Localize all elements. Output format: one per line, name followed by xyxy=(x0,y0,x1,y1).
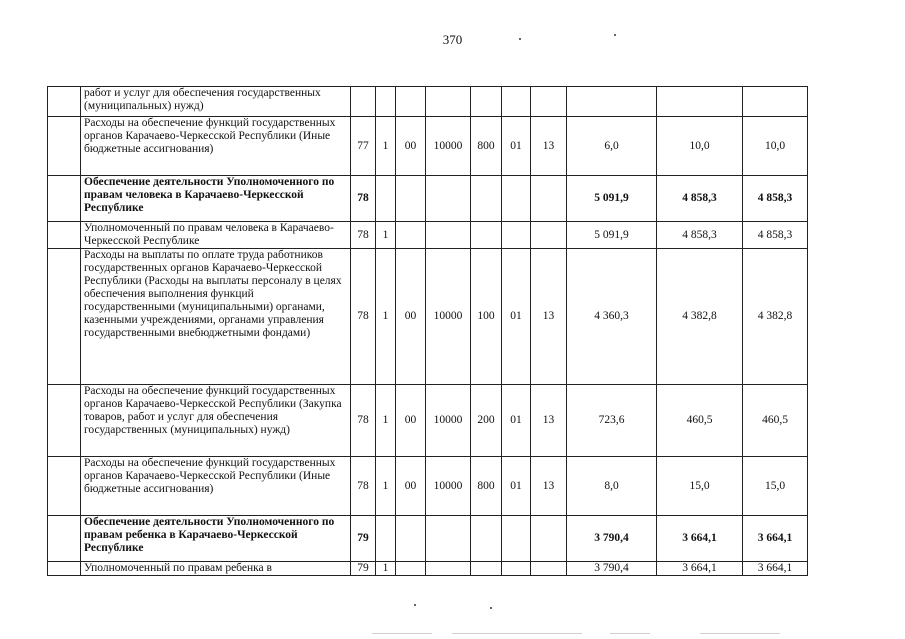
cell-k2 xyxy=(531,562,567,576)
cell-ved: 78 xyxy=(351,249,376,385)
cell-sub: 00 xyxy=(396,457,426,516)
cell-y3: 15,0 xyxy=(743,457,808,516)
row-margin-cell xyxy=(48,87,81,117)
cell-csr xyxy=(426,87,471,117)
cell-k1 xyxy=(502,176,531,222)
cell-vr: 800 xyxy=(471,457,502,516)
expense-name: Расходы на обеспечение функций государственных органов Карачаево-Черкесской Республики (Закупка товаров, работ и услуг для обеспечения государственных (муниципальных) нужд) xyxy=(81,385,351,457)
cell-y3: 10,0 xyxy=(743,117,808,176)
expense-name: работ и услуг для обеспечения государственных (муниципальных) нужд) xyxy=(81,87,351,117)
cell-vr xyxy=(471,562,502,576)
scan-speck xyxy=(490,607,492,609)
cell-y1: 8,0 xyxy=(567,457,657,516)
cell-k2: 13 xyxy=(531,385,567,457)
scan-speck xyxy=(614,34,616,36)
cell-sub xyxy=(396,562,426,576)
footer-rule xyxy=(700,633,780,634)
row-margin-cell xyxy=(48,385,81,457)
cell-sec xyxy=(376,87,396,117)
cell-sec: 1 xyxy=(376,562,396,576)
cell-vr xyxy=(471,516,502,562)
footer-rule xyxy=(610,633,650,634)
page-number: 370 xyxy=(442,32,463,47)
cell-y3: 3 664,1 xyxy=(743,516,808,562)
cell-ved: 78 xyxy=(351,176,376,222)
cell-ved: 78 xyxy=(351,385,376,457)
cell-csr xyxy=(426,222,471,249)
cell-vr: 100 xyxy=(471,249,502,385)
row-margin-cell xyxy=(48,516,81,562)
cell-sec: 1 xyxy=(376,385,396,457)
cell-vr xyxy=(471,222,502,249)
cell-k1: 01 xyxy=(502,249,531,385)
cell-y1: 3 790,4 xyxy=(567,516,657,562)
cell-sec xyxy=(376,176,396,222)
cell-vr xyxy=(471,87,502,117)
cell-y2: 4 858,3 xyxy=(657,222,743,249)
table-row xyxy=(48,222,808,249)
cell-y2: 3 664,1 xyxy=(657,516,743,562)
cell-vr: 200 xyxy=(471,385,502,457)
cell-y1 xyxy=(567,87,657,117)
cell-ved: 77 xyxy=(351,117,376,176)
row-margin-cell xyxy=(48,117,81,176)
cell-k2: 13 xyxy=(531,249,567,385)
cell-y2: 15,0 xyxy=(657,457,743,516)
cell-k2: 13 xyxy=(531,117,567,176)
expense-name: Обеспечение деятельности Уполномоченного по правам ребенка в Карачаево-Черкесской Республике xyxy=(81,516,351,562)
row-margin-cell xyxy=(48,176,81,222)
cell-csr: 10000 xyxy=(426,249,471,385)
cell-k1: 01 xyxy=(502,117,531,176)
cell-sec: 1 xyxy=(376,117,396,176)
table-row xyxy=(48,87,808,117)
table-row xyxy=(48,457,808,516)
cell-sec: 1 xyxy=(376,457,396,516)
cell-ved: 78 xyxy=(351,222,376,249)
footer-rule xyxy=(452,633,582,634)
cell-sub xyxy=(396,516,426,562)
cell-y2 xyxy=(657,87,743,117)
cell-y2: 3 664,1 xyxy=(657,562,743,576)
table-row xyxy=(48,385,808,457)
cell-y3: 460,5 xyxy=(743,385,808,457)
cell-sub xyxy=(396,176,426,222)
cell-csr xyxy=(426,176,471,222)
cell-y2: 10,0 xyxy=(657,117,743,176)
expense-name: Обеспечение деятельности Уполномоченного по правам человека в Карачаево-Черкесской Республике xyxy=(81,176,351,222)
row-margin-cell xyxy=(48,562,81,576)
cell-k1: 01 xyxy=(502,457,531,516)
cell-csr xyxy=(426,562,471,576)
cell-y1: 5 091,9 xyxy=(567,176,657,222)
cell-sub: 00 xyxy=(396,117,426,176)
table-row xyxy=(48,176,808,222)
cell-y2: 4 382,8 xyxy=(657,249,743,385)
cell-k1 xyxy=(502,562,531,576)
cell-csr: 10000 xyxy=(426,117,471,176)
cell-y1: 723,6 xyxy=(567,385,657,457)
cell-y3: 3 664,1 xyxy=(743,562,808,576)
cell-csr xyxy=(426,516,471,562)
cell-vr: 800 xyxy=(471,117,502,176)
scan-speck xyxy=(519,38,521,40)
cell-k2 xyxy=(531,516,567,562)
cell-k1 xyxy=(502,516,531,562)
cell-sub: 00 xyxy=(396,385,426,457)
expense-name: Уполномоченный по правам ребенка в xyxy=(81,562,351,576)
table-row xyxy=(48,117,808,176)
expense-name: Уполномоченный по правам человека в Карачаево-Черкесской Республике xyxy=(81,222,351,249)
cell-k1: 01 xyxy=(502,385,531,457)
cell-sec: 1 xyxy=(376,222,396,249)
row-margin-cell xyxy=(48,249,81,385)
cell-sec: 1 xyxy=(376,249,396,385)
budget-table xyxy=(47,86,808,576)
row-margin-cell xyxy=(48,222,81,249)
table-body xyxy=(48,87,808,576)
table-row xyxy=(48,249,808,385)
cell-sub xyxy=(396,87,426,117)
cell-y1: 5 091,9 xyxy=(567,222,657,249)
cell-y1: 6,0 xyxy=(567,117,657,176)
cell-ved: 78 xyxy=(351,457,376,516)
cell-k1 xyxy=(502,87,531,117)
cell-vr xyxy=(471,176,502,222)
cell-sub xyxy=(396,222,426,249)
cell-ved xyxy=(351,87,376,117)
cell-csr: 10000 xyxy=(426,385,471,457)
cell-sub: 00 xyxy=(396,249,426,385)
cell-y2: 460,5 xyxy=(657,385,743,457)
row-margin-cell xyxy=(48,457,81,516)
cell-k2 xyxy=(531,87,567,117)
cell-k1 xyxy=(502,222,531,249)
expense-name: Расходы на выплаты по оплате труда работников государственных органов Карачаево-Черкесской Республики (Расходы на выплаты персоналу в целях обеспечения выполнения функций государственными (муниципальными) органами, казенными учреждениями, органами управления государственными внебюджетными фондами) xyxy=(81,249,351,385)
cell-k2 xyxy=(531,222,567,249)
expense-name: Расходы на обеспечение функций государственных органов Карачаево-Черкесской Республики (Иные бюджетные ассигнования) xyxy=(81,457,351,516)
cell-csr: 10000 xyxy=(426,457,471,516)
cell-y2: 4 858,3 xyxy=(657,176,743,222)
cell-y1: 4 360,3 xyxy=(567,249,657,385)
scan-speck xyxy=(414,604,416,606)
expense-name: Расходы на обеспечение функций государственных органов Карачаево-Черкесской Республики (Иные бюджетные ассигнования) xyxy=(81,117,351,176)
cell-ved: 79 xyxy=(351,562,376,576)
cell-y3: 4 382,8 xyxy=(743,249,808,385)
cell-ved: 79 xyxy=(351,516,376,562)
footer-rule xyxy=(372,633,432,634)
cell-k2 xyxy=(531,176,567,222)
cell-y3: 4 858,3 xyxy=(743,222,808,249)
cell-y3: 4 858,3 xyxy=(743,176,808,222)
table-row xyxy=(48,516,808,562)
cell-sec xyxy=(376,516,396,562)
cell-y3 xyxy=(743,87,808,117)
cell-k2: 13 xyxy=(531,457,567,516)
cell-y1: 3 790,4 xyxy=(567,562,657,576)
table-row xyxy=(48,562,808,576)
